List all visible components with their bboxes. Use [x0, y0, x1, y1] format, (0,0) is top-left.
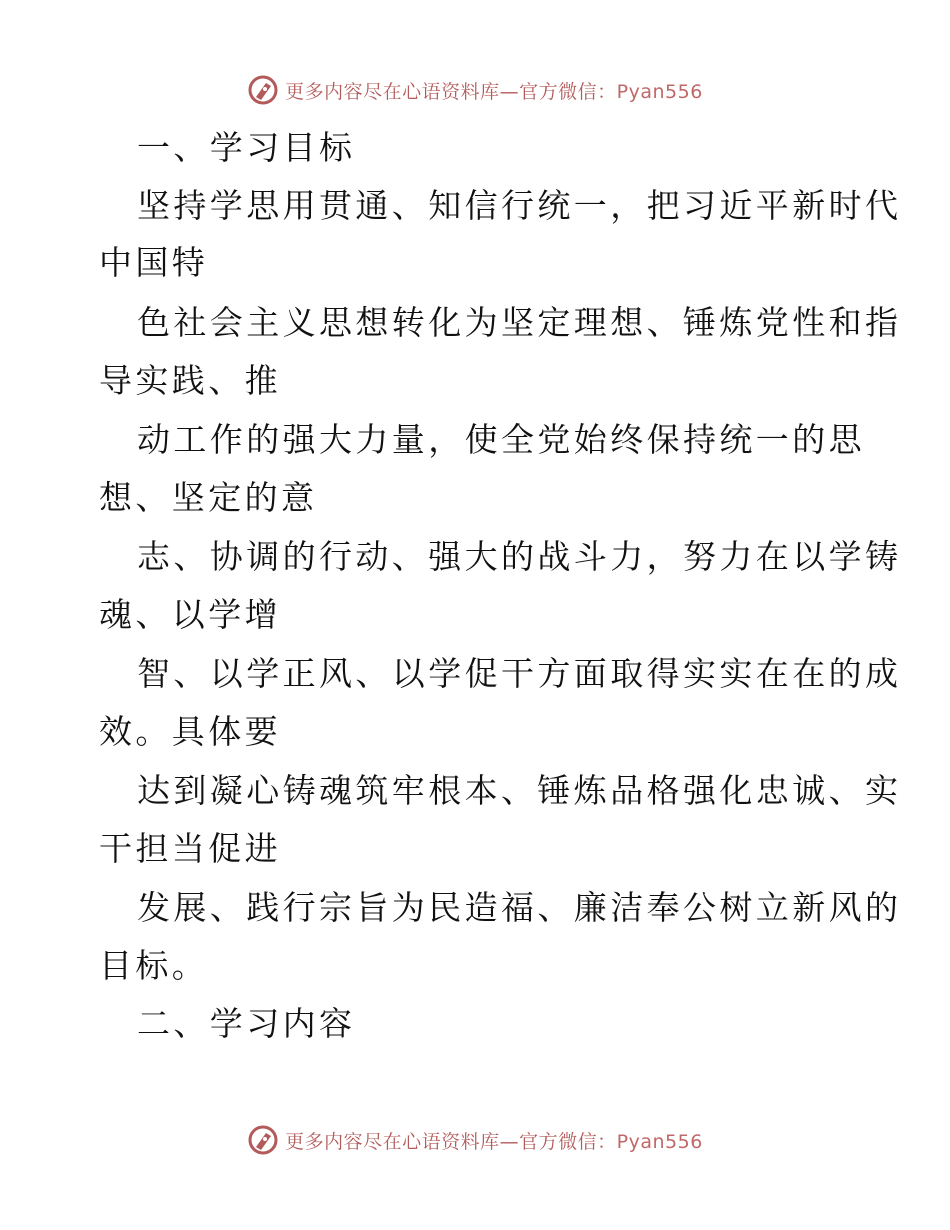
paragraph-line: 想、坚定的意 — [99, 478, 318, 517]
pen-nib-circle-icon — [247, 74, 279, 106]
pen-nib-circle-icon — [247, 1124, 279, 1156]
paragraph-line: 达到凝心铸魂筑牢根本、锤炼品格强化忠诚、实 — [137, 771, 902, 810]
paragraph-line: 干担当促进 — [99, 829, 281, 868]
paragraph-line: 发展、践行宗旨为民造福、廉洁奉公树立新风的 — [137, 888, 902, 927]
paragraph-line: 魂、以学增 — [99, 595, 281, 634]
paragraph-line: 导实践、推 — [99, 361, 281, 400]
paragraph-line: 目标。 — [99, 946, 209, 985]
paragraph-line: 智、以学正风、以学促干方面取得实实在在的成 — [137, 654, 902, 693]
watermark-text: 更多内容尽在心语资料库—官方微信：Pyan556 — [285, 80, 703, 103]
paragraph-line: 动工作的强大力量，使全党始终保持统一的思 — [137, 420, 865, 459]
paragraph-line: 中国特 — [99, 243, 209, 282]
watermark-account: Pyan556 — [616, 80, 703, 103]
paragraph-line: 志、协调的行动、强大的战斗力，努力在以学铸 — [137, 537, 902, 576]
paragraph-line: 坚持学思用贯通、知信行统一，把习近平新时代 — [137, 186, 902, 225]
section-heading-2: 二、学习内容 — [137, 1004, 356, 1043]
watermark-text: 更多内容尽在心语资料库—官方微信：Pyan556 — [285, 1130, 703, 1153]
footer-watermark — [0, 1120, 950, 1160]
section-heading-1: 一、学习目标 — [137, 128, 356, 167]
paragraph-line: 色社会主义思想转化为坚定理想、锤炼党性和指 — [137, 303, 902, 342]
header-watermark — [0, 70, 950, 110]
watermark-account: Pyan556 — [616, 1130, 703, 1153]
paragraph-line: 效。具体要 — [99, 712, 281, 751]
